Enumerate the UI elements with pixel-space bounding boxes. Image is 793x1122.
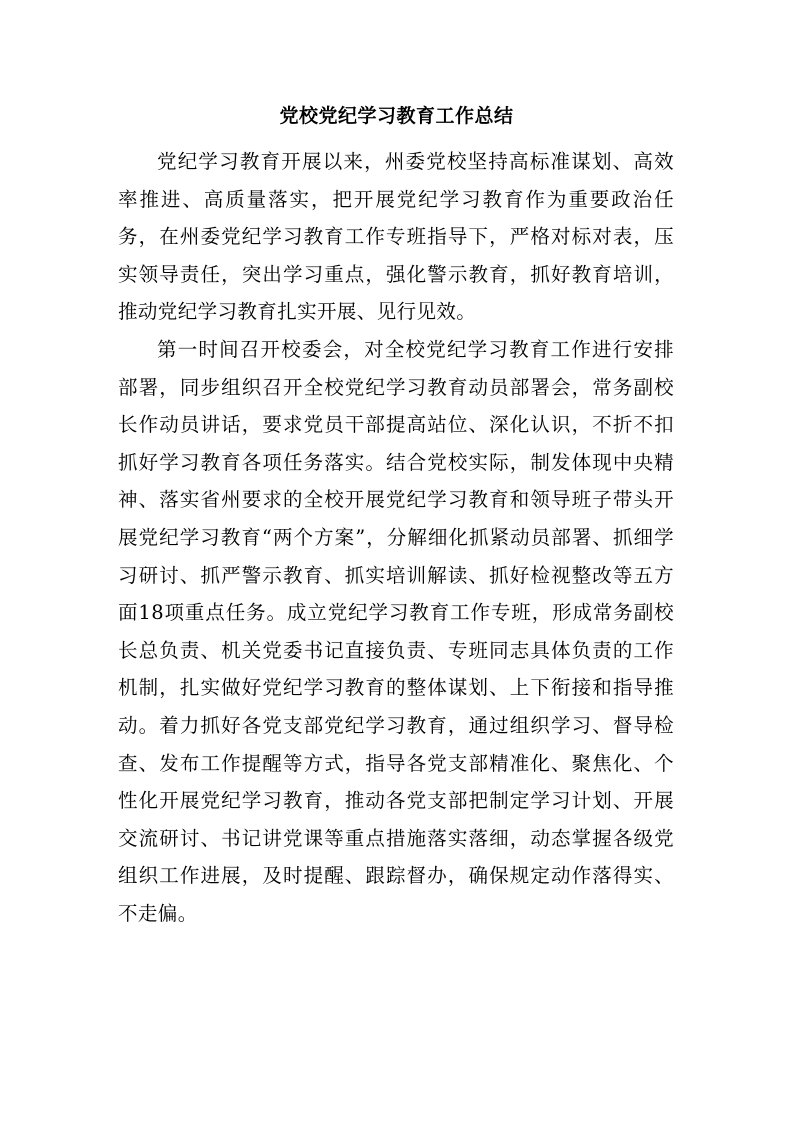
paragraph-intro: 党纪学习教育开展以来，州委党校坚持高标准谋划、高效率推进、高质量落实，把开展党纪学习教育作为重要政治任务，在州委党纪学习教育工作专班指导下，严格对标对表，压实领导责任，突出学习重点，强化警示教育，抓好教育培训，推动党纪学习教育扎实开展、见行见效。 (118, 150, 674, 324)
document-title: 党校党纪学习教育工作总结 (279, 105, 514, 127)
paragraph-deployment: 第一时间召开校委会，对全校党纪学习教育工作进行安排部署，同步组织召开全校党纪学习教育动员部署会，常务副校长作动员讲话，要求党员干部提高站位、深化认识，不折不扣抓好学习教育各项任务落实。结合党校实际，制发体现中央精神、落实省州要求的全校开展党纪学习教育和领导班子带头开展党纪学习教育“两个方案”，分解细化抓紧动员部署、抓细学习研讨、抓严警示教育、抓实培训解读、抓好检视整改等五方面18项重点任务。成立党纪学习教育工作专班，形成常务副校长总负责、机关党委书记直接负责、专班同志具体负责的工作机制，扎实做好党纪学习教育的整体谋划、上下衔接和指导推动。着力抓好各党支部党纪学习教育，通过组织学习、督导检查、发布工作提醒等方式，指导各党支部精准化、聚焦化、个性化开展党纪学习教育，推动各党支部把制定学习计划、开展交流研讨、书记讲党课等重点措施落实落细，动态掌握各级党组织工作进展，及时提醒、跟踪督办，确保规定动作落得实、不走偏。 (118, 337, 674, 925)
document-body (118, 143, 674, 932)
